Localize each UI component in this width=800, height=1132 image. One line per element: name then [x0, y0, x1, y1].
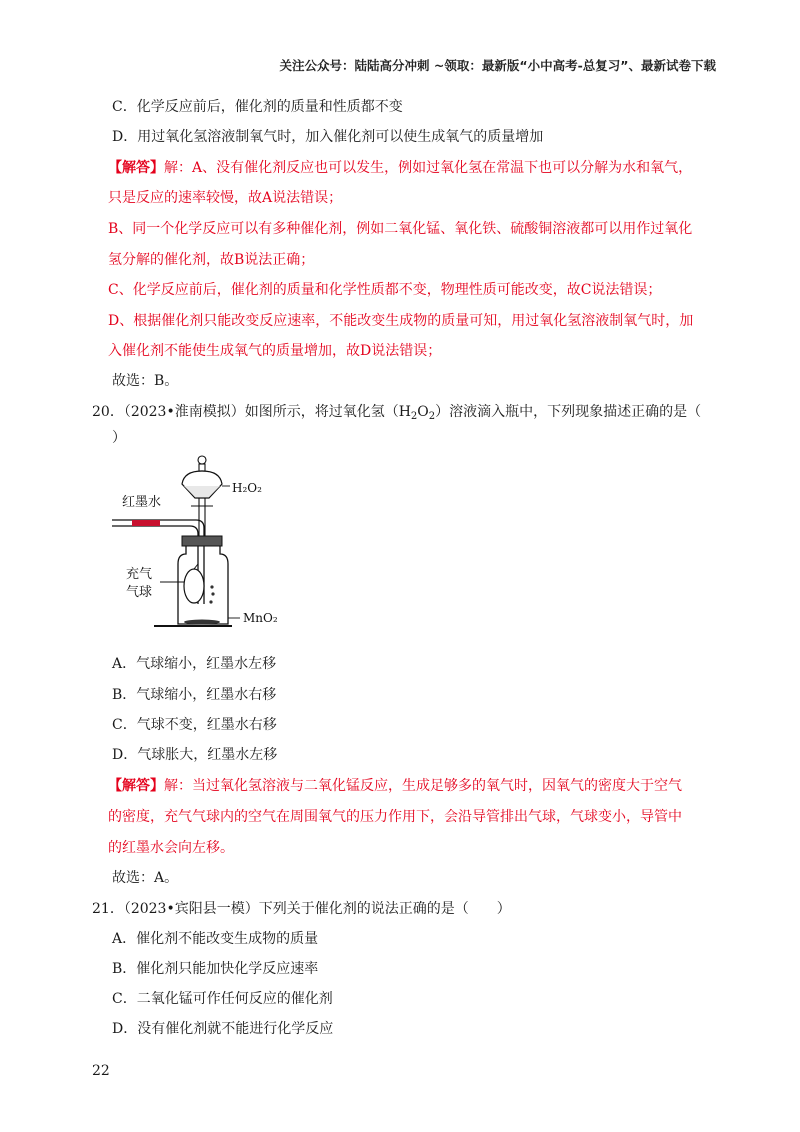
q21-stem: 21．（2023•宾阳县一模）下列关于催化剂的说法正确的是（ ） [92, 901, 511, 917]
answer-text: 解：当过氧化氢溶液与二氧化锰反应，生成足够多的氧气时，因氧气的密度大于空气 [164, 778, 682, 794]
page-header: 关注公众号：陆陆高分冲刺 ~领取：最新版“小中高考-总复习”、最新试卷下载 [279, 58, 716, 73]
q19-option-d: D．用过氧化氢溶液制氧气时，加入催化剂可以使生成氧气的质量增加 [112, 129, 544, 145]
label-balloon-1: 充气 [126, 567, 153, 582]
answer-tag: 【解答】 [108, 160, 164, 176]
q19-answer-line-4: 氢分解的催化剂，故B说法正确； [108, 252, 315, 268]
q20-answer-line-1 [108, 776, 682, 796]
label-mno2: MnO₂ [243, 611, 278, 625]
q20-stem-part: 20．（2023•淮南模拟）如图所示，将过氧化氢（H [92, 404, 411, 420]
q20-option-d: D．气球胀大，红墨水左移 [112, 747, 278, 763]
q20-stem-line-2: ） [112, 430, 126, 446]
q20-choice: 故选：A。 [112, 870, 179, 886]
q21-option-a: A．催化剂不能改变生成物的质量 [112, 931, 319, 947]
q19-answer-line-5: C、化学反应前后，催化剂的质量和化学性质都不变，物理性质可能改变，故C说法错误； [108, 282, 662, 298]
q21-option-b: B．催化剂只能加快化学反应速率 [112, 961, 319, 977]
q19-answer-line-3: B、同一个化学反应可以有多种催化剂，例如二氧化锰、氧化铁、硫酸铜溶液都可以用作过氧化 [108, 221, 693, 237]
label-h2o2: H₂O₂ [232, 481, 262, 495]
q21-option-d: D．没有催化剂就不能进行化学反应 [112, 1021, 334, 1037]
q20-answer-line-3: 的红墨水会向左移。 [108, 840, 234, 856]
subscript: 2 [410, 411, 418, 422]
label-balloon-2: 气球 [126, 585, 153, 600]
q19-answer-line-2: 只是反应的速率较慢，故A说法错误； [108, 190, 343, 206]
q21-option-c: C．二氧化锰可作任何反应的催化剂 [112, 991, 333, 1007]
balloon [184, 569, 204, 603]
q19-answer-line-1 [108, 158, 692, 178]
q20-stem-part: O [417, 404, 429, 420]
answer-tag: 【解答】 [108, 778, 164, 794]
apparatus-diagram [112, 454, 322, 634]
q20-option-b: B．气球缩小，红墨水右移 [112, 687, 277, 703]
q19-choice: 故选：B。 [112, 373, 179, 389]
q19-answer-line-6: D、根据催化剂只能改变反应速率，不能改变生成物的质量可知，用过氧化氢溶液制氧气时，加 [108, 313, 694, 329]
subscript: 2 [428, 411, 436, 422]
label-red-ink: 红墨水 [122, 495, 162, 510]
q20-option-c: C．气球不变，红墨水右移 [112, 717, 277, 733]
q20-option-a: A．气球缩小，红墨水左移 [112, 656, 277, 672]
q19-option-c: C．化学反应前后，催化剂的质量和性质都不变 [112, 99, 403, 115]
mno2-powder [184, 620, 220, 625]
page-number: 22 [92, 1063, 110, 1079]
q20-answer-line-2: 的密度，充气气球内的空气在周围氧气的压力作用下，会沿导管排出气球，气球变小，导管中 [108, 809, 682, 825]
q19-answer-line-7: 入催化剂不能使生成氧气的质量增加，故D说法错误； [108, 343, 442, 359]
answer-text: 解：A、没有催化剂反应也可以发生，例如过氧化氢在常温下也可以分解为水和氧气， [164, 160, 693, 176]
q20-stem [92, 402, 701, 422]
q20-stem-part: ）溶液滴入瓶中，下列现象描述正确的是（ [435, 404, 702, 420]
red-ink-column [132, 520, 160, 526]
